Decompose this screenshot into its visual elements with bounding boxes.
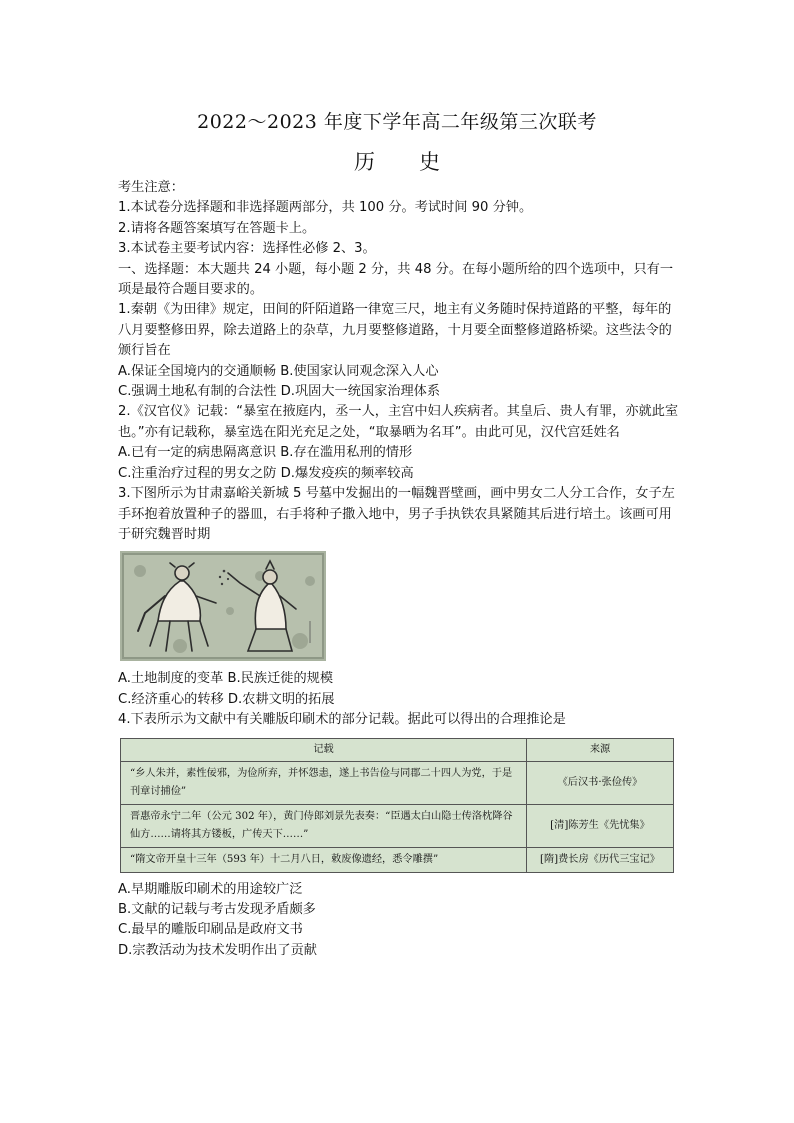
subject-char-1: 历 [354, 150, 375, 174]
subject-char-2: 史 [419, 150, 440, 174]
table-cell-source: [清]陈芳生《先忧集》 [527, 804, 674, 847]
notice-item: 1.本试卷分选择题和非选择题两部分，共 100 分。考试时间 90 分钟。 [118, 200, 533, 216]
question-option: D.宗教活动为技术发明作出了贡献 [118, 942, 317, 958]
table-cell-record: “乡人朱并，素性佞邪，为俭所弃，并怀怨恚，遂上书告俭与同郡二十四人为党，于是刊章讨捕俭” [121, 761, 527, 804]
section-intro: 一、选择题：本大题共 24 小题，每小题 2 分，共 48 分。在每小题所给的四个选项中，只有一项是最符合题目要求的。 [118, 261, 674, 298]
question-stem: 4.下表所示为文献中有关雕版印刷术的部分记载。据此可以得出的合理推论是 [118, 712, 566, 728]
mural-image [120, 551, 326, 661]
question-stem: 3.下图所示为甘肃嘉峪关新城 5 号墓中发掘出的一幅魏晋壁画，画中男女二人分工合作，女子左手环抱着放置种子的器皿，右手将种子撒入地中，男子手执铁农具紧随其后进行培土。该画可用于研究魏晋时期 [118, 486, 675, 542]
notice-heading: 考生注意： [118, 180, 184, 195]
question-option: C.注重治疗过程的男女之防 D.爆发疫疾的频率较高 [118, 465, 414, 481]
question-option: C.经济重心的转移 D.农耕文明的拓展 [118, 691, 335, 707]
table-header-record: 记载 [121, 738, 527, 761]
table-cell-record: “隋文帝开皇十三年（593 年）十二月八日，敕废像遗经，悉令雕撰” [121, 847, 527, 872]
exam-content [118, 178, 684, 961]
table-cell-source: 《后汉书·张俭传》 [527, 761, 674, 804]
notice-item: 3.本试卷主要考试内容：选择性必修 2、3。 [118, 241, 376, 257]
exam-title: 2022～2023 年度下学年高二年级第三次联考 [197, 111, 597, 133]
table-header-source: 来源 [527, 738, 674, 761]
table-row [121, 804, 674, 847]
question-option: C.强调土地私有制的合法性 D.巩固大一统国家治理体系 [118, 384, 441, 400]
question-option: A.已有一定的病患隔离意识 B.存在滥用私刑的情形 [118, 445, 413, 461]
table-row [121, 847, 674, 872]
question-option: C.最早的雕版印刷品是政府文书 [118, 922, 303, 938]
table-cell-source: [隋]费长房《历代三宝记》 [527, 847, 674, 872]
question-stem: 2.《汉官仪》记载：“暴室在掖庭内，丞一人，主宫中妇人疾病者。其皇后、贵人有罪，亦就此室也。”亦有记载称，暴室选在阳光充足之处，“取暴晒为名耳”。由此可见，汉代宫廷姓名 [118, 404, 679, 440]
question-option: B.文献的记载与考古发现矛盾颇多 [118, 901, 316, 917]
table-header-row [121, 738, 674, 761]
table-cell-record: 晋惠帝永宁二年（公元 302 年），黄门侍郎刘景先表奏：“臣遇太白山隐士传洛枕降谷仙方……请将其方镂板，广传天下……” [121, 804, 527, 847]
notice-item: 2.请将各题答案填写在答题卡上。 [118, 220, 316, 236]
source-table [120, 738, 674, 873]
question-stem: 1.秦朝《为田律》规定，田间的阡陌道路一律宽三尺，地主有义务随时保持道路的平整，每年的八月要整修田界，除去道路上的杂草，九月要整修道路，十月要全面整修道路桥梁。这些法令的颁行旨在 [118, 302, 672, 359]
question-option: A.早期雕版印刷术的用途较广泛 [118, 881, 303, 897]
table-row [121, 761, 674, 804]
subject-title [0, 146, 794, 176]
question-option: A.保证全国境内的交通顺畅 B.使国家认同观念深入人心 [118, 363, 439, 379]
question-option: A.土地制度的变革 B.民族迁徙的规模 [118, 671, 334, 687]
